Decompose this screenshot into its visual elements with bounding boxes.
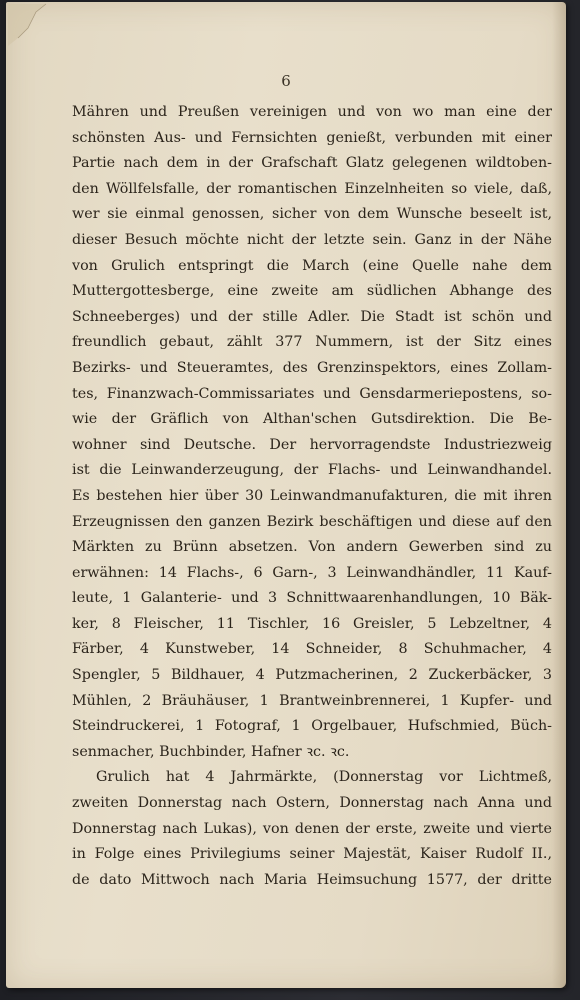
text-line: erwähnen: 14 Flachs-, 6 Garn-, 3 Leinwandhändler, 11 Kauf-	[72, 564, 552, 581]
text-line: Partie nach dem in der Grafschaft Glatz gelegenen wildtoben-	[72, 155, 552, 172]
text-line: dieser Besuch möchte nicht der letzte sein. Ganz in der Nähe	[72, 231, 552, 248]
text-line: wohner sind Deutsche. Der hervorragendste Industriezweig	[72, 436, 552, 453]
text-line: ker, 8 Fleischer, 11 Tischler, 16 Greisler, 5 Lebzeltner, 4	[72, 615, 552, 632]
text-line: ist die Leinwanderzeugung, der Flachs- und Leinwandhandel.	[72, 462, 552, 479]
text-line: Muttergottesberge, eine zweite am südlichen Abhange des	[72, 283, 552, 300]
text-line: Färber, 4 Kunstweber, 14 Schneider, 8 Schuhmacher, 4	[72, 641, 552, 658]
text-line: Es bestehen hier über 30 Leinwandmanufakturen, die mit ihren	[72, 487, 552, 504]
text-line: Donnerstag nach Lukas), von denen der erste, zweite und vierte	[72, 820, 552, 837]
text-line: Steindruckerei, 1 Fotograf, 1 Orgelbauer, Hufschmied, Büch-	[72, 718, 552, 735]
text-line: Mühlen, 2 Bräuhäuser, 1 Brantweinbrennerei, 1 Kupfer- und	[72, 692, 552, 709]
book-page	[6, 2, 566, 988]
page-number: 6	[281, 72, 291, 90]
text-line: schönsten Aus- und Fernsichten genießt, verbunden mit einer	[72, 129, 552, 146]
text-line: senmacher, Buchbinder, Hafner ꝛc. ꝛc.	[72, 743, 350, 760]
text-line: leute, 1 Galanterie- und 3 Schnittwaarenhandlungen, 10 Bäk-	[72, 590, 552, 607]
text-line: wer sie einmal genossen, sicher von dem Wunsche beseelt ist,	[72, 206, 552, 223]
text-line: zweiten Donnerstag nach Ostern, Donnerstag nach Anna und	[72, 795, 552, 812]
torn-corner-mark	[6, 2, 66, 52]
text-line: tes, Finanzwach-Commissariates und Gensdarmeriepostens, so-	[72, 385, 552, 402]
text-line: von Grulich entspringt die March (eine Quelle nahe dem	[72, 257, 552, 274]
text-line: freundlich gebaut, zählt 377 Nummern, ist der Sitz eines	[72, 334, 552, 351]
text-line: Spengler, 5 Bildhauer, 4 Putzmacherinen, 2 Zuckerbäcker, 3	[72, 667, 552, 684]
text-line: Schneeberges) und der stille Adler. Die Stadt ist schön und	[72, 308, 552, 325]
text-line: Mähren und Preußen vereinigen und von wo man eine der	[72, 104, 552, 120]
text-line: wie der Gräflich von Althan'schen Gutsdirektion. Die Be-	[72, 411, 552, 428]
text-line: den Wöllfelsfalle, der romantischen Einzelnheiten so viele, daß,	[72, 180, 552, 197]
text-line: in Folge eines Privilegiums seiner Majestät, Kaiser Rudolf II.,	[72, 846, 552, 863]
body-text	[72, 100, 552, 893]
text-line: de dato Mittwoch nach Maria Heimsuchung 1577, der dritte	[72, 871, 552, 888]
text-line: Märkten zu Brünn absetzen. Von andern Gewerben sind zu	[72, 539, 552, 556]
text-line: Grulich hat 4 Jahrmärkte, (Donnerstag vor Lichtmeß,	[96, 769, 552, 786]
text-line: Erzeugnissen den ganzen Bezirk beschäftigen und diese auf den	[72, 513, 552, 530]
text-line: Bezirks- und Steueramtes, des Grenzinspektors, eines Zollam-	[72, 359, 552, 376]
